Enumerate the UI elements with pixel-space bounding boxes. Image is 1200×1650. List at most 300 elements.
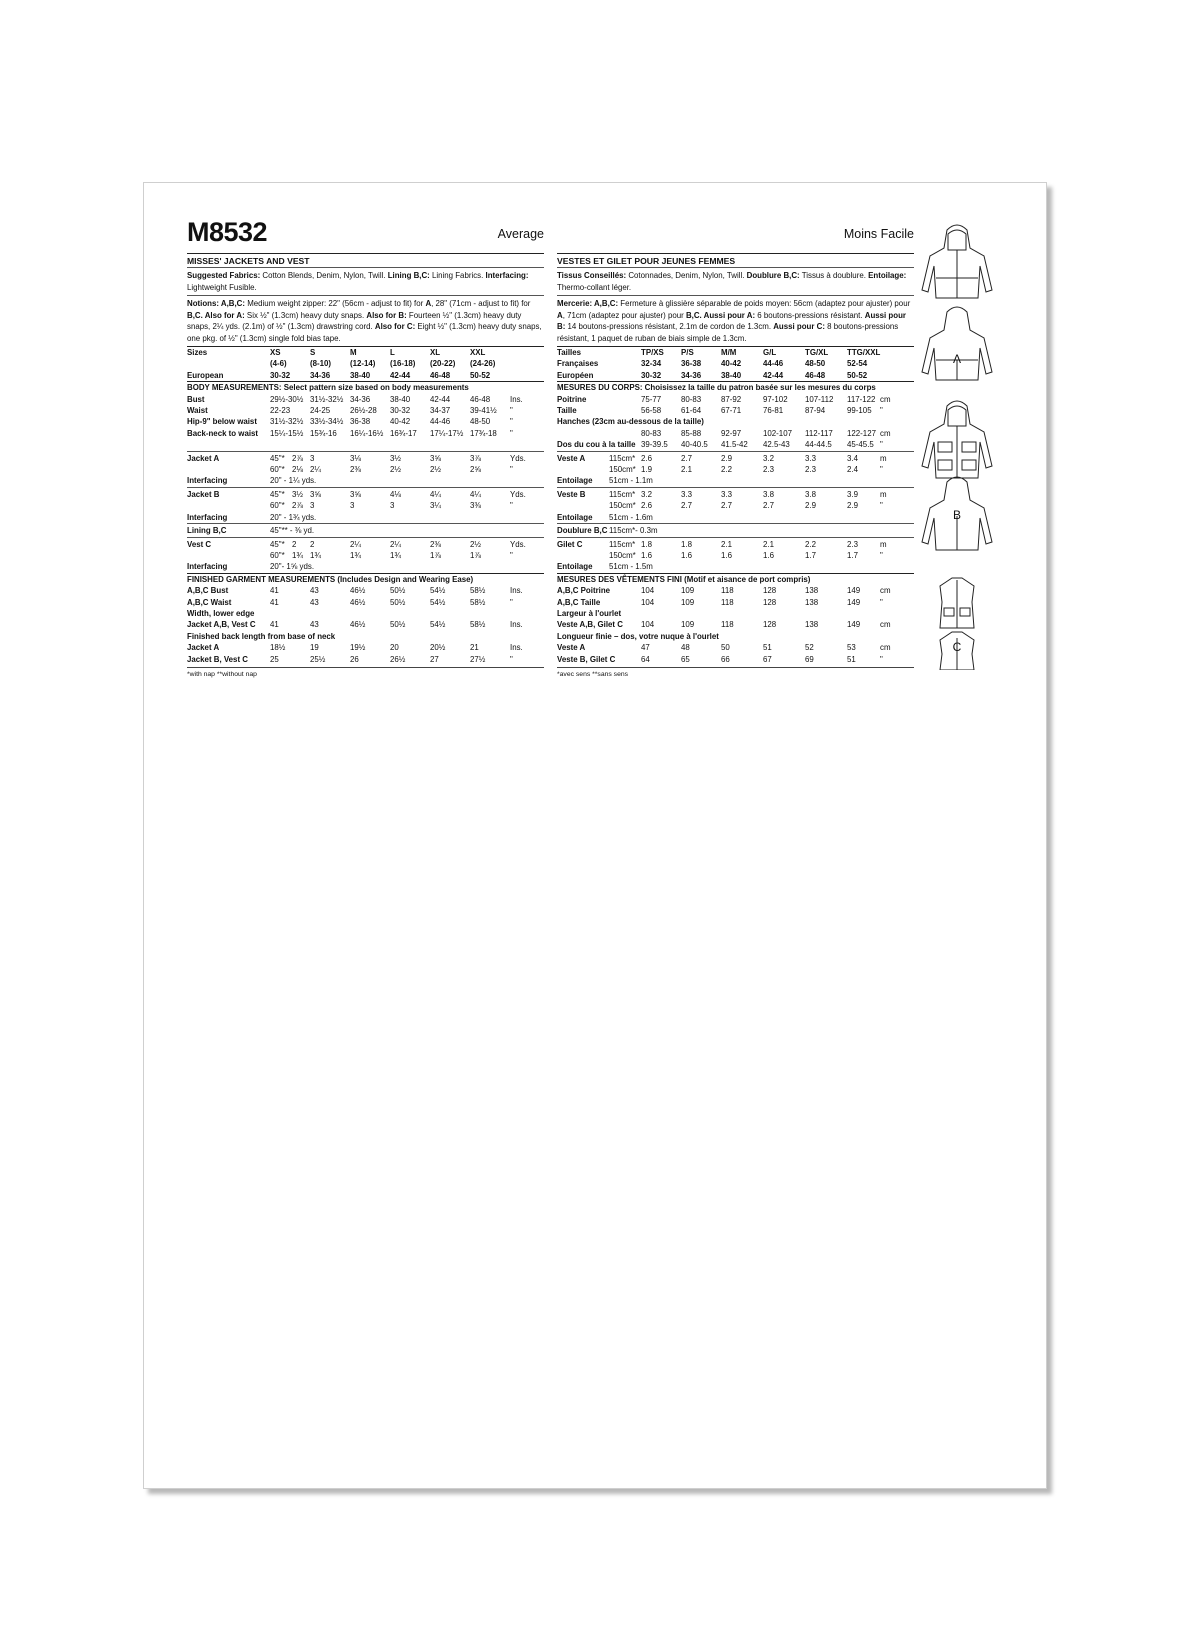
finished-label-fr: A,B,C Poitrine — [557, 586, 611, 596]
table-end-rule-fr — [557, 667, 914, 668]
finished-row-fr — [557, 608, 914, 619]
finished-value-fr: 149 — [847, 620, 861, 630]
finished-label-fr: Veste A,B, Gilet C — [557, 620, 623, 630]
measurement-value: 29½-30½ — [270, 394, 304, 404]
skill-level-fr: Moins Facile — [843, 227, 914, 241]
finished-value: 50½ — [390, 620, 406, 630]
measurement-label-fr: Dos du cou à la taille — [557, 440, 636, 450]
finished-value-fr: 109 — [681, 597, 695, 607]
finished-label: A,B,C Waist — [187, 597, 232, 607]
finished-value-fr: 67 — [763, 654, 772, 664]
unit-fr: " — [880, 550, 883, 560]
width-text-fr: 150cm* — [609, 501, 636, 511]
yardage-value: 4⅛ — [390, 487, 430, 500]
finished-value: 26½ — [390, 654, 406, 664]
finished-value: 58½ — [470, 597, 486, 607]
yardage-value-fr: 1.6 — [721, 550, 732, 560]
measurement-value-fr: 42.5-43 — [763, 440, 790, 450]
european-size-fr: 38-40 — [721, 370, 742, 380]
measurement-label: Bust — [187, 394, 205, 404]
finished-value-fr: 104 — [641, 620, 655, 630]
finished-value-fr: 128 — [763, 586, 777, 596]
size-code: XXL — [470, 347, 510, 359]
measurement-row-fr — [557, 416, 914, 427]
measurement-value-fr: 107-112 — [805, 394, 834, 404]
garment-sketches — [912, 220, 1002, 670]
measurement-value-fr: 61-64 — [681, 406, 702, 416]
measurement-value-fr: 44-44.5 — [805, 440, 832, 450]
sizes-label-fr: Tailles — [557, 347, 641, 359]
size-code: M — [350, 347, 390, 359]
finished-value-fr: 138 — [805, 620, 819, 630]
french-label: Françaises — [557, 359, 599, 369]
yardage-value-fr: 2.9 — [847, 501, 858, 511]
unit-fr: " — [880, 440, 883, 450]
yardage-row-fr — [557, 451, 914, 464]
yardage-value: 3⅛ — [350, 451, 390, 464]
title-row-fr — [557, 225, 914, 250]
yardage-value: 2⅞ — [292, 453, 303, 463]
yardage-label-fr — [557, 464, 609, 475]
yardage-value-fr: 1.6 — [763, 550, 774, 560]
yardage-value-fr: 2.1 — [721, 537, 763, 550]
width-text-fr: 150cm* — [609, 550, 636, 560]
european-size-row-fr — [557, 370, 914, 382]
european-size-row — [187, 370, 544, 382]
yardage-row — [187, 512, 544, 524]
european-size-fr: 42-44 — [763, 370, 784, 380]
size-code: S — [310, 347, 350, 359]
french-size: 36-38 — [681, 359, 702, 369]
finished-value: 58½ — [470, 586, 486, 596]
european-label-fr: Européen — [557, 370, 594, 380]
finished-value-fr: 149 — [847, 586, 861, 596]
finished-value: 20 — [390, 643, 399, 653]
yardage-value-fr: 2.4 — [847, 465, 858, 475]
unit-fr: cm — [880, 394, 891, 404]
finished-value: 54½ — [430, 597, 446, 607]
yardage-value-fr: 1.9 — [641, 465, 652, 475]
finished-value-fr: 66 — [721, 654, 730, 664]
section-heading: BODY MEASUREMENTS: Select pattern size based on body measurements — [187, 382, 544, 394]
measurement-value: 39-41½ — [470, 406, 497, 416]
yardage-row-fr — [557, 500, 914, 511]
yardage-value: 3½ — [292, 489, 303, 499]
footnote-fr: *avec sens **sans sens — [557, 670, 629, 678]
finished-value: 27½ — [470, 654, 486, 664]
size-row — [187, 347, 544, 359]
yardage-value-fr: 3.9 — [847, 487, 880, 500]
finished-value: 21 — [470, 643, 479, 653]
yardage-value: 2 — [310, 537, 350, 550]
yardage-label-fr — [557, 500, 609, 511]
yardage-value: 2⅜ — [430, 537, 470, 550]
suggested-fabrics-fr: Tissus Conseillés: Cotonnades, Denim, Nylon, Twill. Doublure B,C: Tissus à doublure. Entoilage: Thermo-collant léger. — [557, 267, 914, 295]
yardage-row-fr — [557, 524, 914, 537]
unit: " — [510, 465, 513, 475]
size-row-fr — [557, 347, 914, 359]
yardage-value: 1¾ — [390, 550, 401, 560]
yardage-value-fr: 2.3 — [763, 465, 774, 475]
yardage-label-fr: Doublure B,C — [557, 524, 609, 537]
measurement-value: 16¾-17 — [390, 428, 417, 438]
yardage-label: Lining B,C — [187, 524, 270, 537]
measurement-value: 31½-32½ — [270, 417, 304, 427]
yardage-row-fr — [557, 561, 914, 573]
yardage-text-fr: 51cm - 1.1m — [609, 476, 653, 486]
finished-label: A,B,C Bust — [187, 586, 229, 596]
size-code-fr: TTG/XXL — [847, 348, 881, 357]
finished-label-fr: A,B,C Taille — [557, 597, 601, 607]
finished-value: 41 — [270, 597, 279, 607]
yardage-label — [187, 464, 270, 475]
yardage-row-fr — [557, 464, 914, 475]
yardage-value-fr: 2.9 — [805, 501, 816, 511]
finished-row — [187, 631, 544, 642]
measurement-value: 48-50 — [470, 417, 491, 427]
yardage-value-fr: 1.8 — [641, 537, 681, 550]
yardage-value-fr: 3.3 — [721, 487, 763, 500]
yardage-label: Jacket B — [187, 487, 270, 500]
measurement-row-fr — [557, 405, 914, 416]
measurement-value-fr: 80-83 — [641, 428, 662, 438]
yardage-value-fr: 2.7 — [681, 501, 692, 511]
yardage-value-fr: 3.2 — [763, 451, 805, 464]
measurement-value: 17¼-17½ — [430, 428, 464, 438]
french-size: 40-42 — [721, 359, 742, 369]
measurement-value-fr: 39-39.5 — [641, 440, 668, 450]
finished-heading — [187, 573, 544, 585]
finished-value-fr: 52 — [805, 643, 814, 653]
yardage-row — [187, 475, 544, 487]
measurement-value: 34-36 — [350, 394, 371, 404]
finished-value: 20½ — [430, 643, 446, 653]
width-text: 60"* — [270, 465, 285, 475]
fabric-width-fr — [609, 464, 641, 475]
measurement-value-fr: 87-92 — [721, 394, 742, 404]
yardage-value: 2 — [292, 539, 297, 549]
yardage-value: 2½ — [390, 465, 401, 475]
finished-value: 43 — [310, 597, 319, 607]
measurement-value: 34-37 — [430, 406, 451, 416]
yardage-label-fr: Entoilage — [557, 512, 593, 522]
jacket-b-front-icon — [922, 401, 992, 478]
finished-value: 54½ — [430, 620, 446, 630]
skill-level: Average — [497, 227, 544, 241]
french-size: 32-34 — [641, 359, 662, 369]
unit-fr: " — [880, 465, 883, 475]
yardage-label — [187, 550, 270, 561]
yardage-row-fr — [557, 475, 914, 487]
yardage-label: Jacket A — [187, 451, 270, 464]
yardage-row — [187, 487, 544, 500]
european-size: 30-32 — [270, 370, 291, 380]
size-range: (20-22) — [430, 359, 456, 369]
measurement-value: 40-42 — [390, 417, 411, 427]
yardage-value: 3⅝ — [350, 487, 390, 500]
unit-fr: m — [880, 537, 914, 550]
fabric-width-fr — [609, 487, 641, 500]
unit: " — [510, 501, 513, 511]
yardage-text-fr: 115cm*- 0.3m — [609, 524, 914, 537]
finished-value: 26 — [350, 654, 359, 664]
finished-row-fr — [557, 631, 914, 642]
yardage-label-fr: Veste A — [557, 451, 609, 464]
yardage-value-fr: 1.7 — [805, 550, 816, 560]
yardage-text: 20" - 1¼ yds. — [270, 476, 317, 486]
yardage-value-fr: 3.8 — [805, 487, 847, 500]
yardage-value: 2¼ — [310, 465, 321, 475]
yardage-value: 1¾ — [350, 550, 361, 560]
unit-fr: " — [880, 406, 883, 416]
finished-value-fr: 138 — [805, 586, 819, 596]
measurement-value-fr: 87-94 — [805, 406, 826, 416]
yardage-value-fr: 2.2 — [805, 537, 847, 550]
yardage-text: 20" - 1¾ yds. — [270, 512, 317, 522]
yardage-value-fr: 2.2 — [721, 465, 732, 475]
fabric-width — [270, 464, 310, 475]
view-label-b: B — [952, 508, 961, 522]
fabric-width-fr — [609, 500, 641, 511]
measurement-value: 42-44 — [430, 394, 451, 404]
size-code: XS — [270, 347, 310, 359]
yardage-value-fr: 2.3 — [805, 465, 816, 475]
unit: Ins. — [510, 620, 523, 630]
measurement-label-fr — [557, 428, 641, 439]
yardage-value: 2½ — [430, 465, 441, 475]
finished-row — [187, 585, 544, 596]
fabric-width — [270, 550, 310, 561]
european-size: 50-52 — [470, 370, 491, 380]
measurement-value-fr: 102-107 — [763, 428, 792, 438]
finished-value: 43 — [310, 620, 319, 630]
yardage-value-fr: 2.6 — [641, 451, 681, 464]
fabric-width — [270, 487, 310, 500]
finished-value: 46½ — [350, 586, 366, 596]
finished-label: Jacket A — [187, 643, 220, 653]
finished-value-fr: 51 — [847, 654, 856, 664]
jacket-a-front-icon — [922, 225, 992, 298]
yardage-value: 3⅜ — [470, 501, 481, 511]
size-range: (24-26) — [470, 359, 496, 369]
yardage-value-fr: 2.9 — [721, 451, 763, 464]
width-text: 45"* — [270, 539, 285, 549]
width-text: 60"* — [270, 550, 285, 560]
french-column — [557, 225, 914, 678]
measurement-value-fr: 56-58 — [641, 406, 662, 416]
yardage-value-fr: 2.7 — [681, 451, 721, 464]
fabric-width — [270, 500, 310, 511]
unit-fr: cm — [880, 620, 891, 630]
pattern-title: MISSES' JACKETS AND VEST — [187, 253, 544, 267]
measurement-value: 24-25 — [310, 406, 331, 416]
measurement-label: Back-neck to waist — [187, 428, 259, 438]
jacket-a-back-icon — [922, 307, 992, 380]
yardage-value-fr: 2.1 — [681, 465, 692, 475]
yardage-text-fr: 51cm - 1.5m — [609, 562, 653, 572]
french-size: 48-50 — [805, 359, 826, 369]
view-label-c: C — [952, 640, 962, 654]
yardage-value: 4¼ — [430, 487, 470, 500]
yardage-value: 2¼ — [390, 537, 430, 550]
measurement-value: 16¼-16½ — [350, 428, 384, 438]
measurement-value-fr: 75-77 — [641, 394, 662, 404]
yardage-value-fr: 2.7 — [763, 501, 774, 511]
pattern-title-fr: VESTES ET GILET POUR JEUNES FEMMES — [557, 253, 914, 267]
yardage-label-fr: Gilet C — [557, 537, 609, 550]
measurement-value: 36-38 — [350, 417, 371, 427]
yardage-value: 3½ — [390, 451, 430, 464]
suggested-fabrics: Suggested Fabrics: Cotton Blends, Denim, Nylon, Twill. Lining B,C: Lining Fabrics. Interfacing: Lightweight Fusible. — [187, 267, 544, 295]
vest-c-front-icon — [940, 578, 974, 628]
measurement-value-fr: 45-45.5 — [847, 440, 874, 450]
english-column — [187, 217, 544, 678]
unit-fr: cm — [880, 586, 891, 596]
unit: Yds. — [510, 451, 544, 464]
yardage-value-fr: 3.4 — [847, 451, 880, 464]
size-table-fr — [557, 346, 914, 665]
yardage-label-fr: Veste B — [557, 487, 609, 500]
finished-row — [187, 619, 544, 630]
measurement-value-fr: 117-122 — [847, 394, 876, 404]
yardage-value: 2¼ — [350, 537, 390, 550]
yardage-value: 2⅞ — [292, 501, 303, 511]
finished-value-fr: 51 — [763, 643, 772, 653]
yardage-value-fr: 3.8 — [763, 487, 805, 500]
width-text: 45"* — [270, 453, 285, 463]
european-size-fr: 30-32 — [641, 370, 662, 380]
unit: " — [510, 406, 513, 416]
measurement-value-fr: 41.5-42 — [721, 440, 748, 450]
yardage-value: 4¼ — [470, 487, 510, 500]
finished-row — [187, 654, 544, 665]
yardage-value: 3⅞ — [470, 451, 510, 464]
yardage-text-fr: 51cm - 1.6m — [609, 512, 653, 522]
yardage-text: 45"** - ⅜ yd. — [270, 524, 544, 537]
yardage-value: 3 — [390, 501, 395, 511]
finished-value: 54½ — [430, 586, 446, 596]
yardage-value-fr: 1.6 — [641, 550, 652, 560]
yardage-value-fr: 2.1 — [763, 537, 805, 550]
measurement-value-fr: 67-71 — [721, 406, 742, 416]
width-text-fr: 150cm* — [609, 465, 636, 475]
finished-value-fr: 109 — [681, 620, 695, 630]
yardage-value: 3⅝ — [310, 487, 350, 500]
finished-value: 50½ — [390, 597, 406, 607]
yardage-row-fr — [557, 537, 914, 550]
size-range: (16-18) — [390, 359, 416, 369]
yardage-value-fr: 1.7 — [847, 550, 858, 560]
yardage-value: 3¼ — [430, 501, 441, 511]
measurement-value-fr: 92-97 — [721, 428, 742, 438]
fabric-width-fr — [609, 550, 641, 561]
measurement-row-fr — [557, 428, 914, 439]
width-text-fr: 115cm* — [609, 539, 636, 549]
measurement-value: 26½-28 — [350, 406, 377, 416]
yardage-row-fr — [557, 487, 914, 500]
finished-label-fr: Veste A — [557, 643, 586, 653]
unit-fr: " — [880, 597, 883, 607]
measurement-row — [187, 394, 544, 405]
garment-illustrations — [912, 220, 1002, 675]
body-measurements-heading-fr — [557, 382, 914, 394]
measurement-label-fr: Taille — [557, 406, 577, 416]
size-code-fr: G/L — [763, 347, 805, 359]
measurement-value-fr: 40-40.5 — [681, 440, 708, 450]
table-end-rule — [187, 667, 544, 668]
yardage-value-fr: 3.3 — [805, 451, 847, 464]
size-code: L — [390, 347, 430, 359]
french-size: 44-46 — [763, 359, 784, 369]
finished-value: 41 — [270, 620, 279, 630]
size-code-fr: M/M — [721, 347, 763, 359]
yardage-value-fr: 3.3 — [681, 487, 721, 500]
size-range-row — [187, 358, 544, 369]
measurement-value-fr: 85-88 — [681, 428, 702, 438]
yardage-value-fr: 1.6 — [681, 550, 692, 560]
yardage-label — [187, 500, 270, 511]
finished-value-fr: 64 — [641, 654, 650, 664]
finished-value-fr: 118 — [721, 597, 734, 607]
finished-value-fr: 109 — [681, 586, 695, 596]
width-text: 45"* — [270, 489, 285, 499]
measurement-value-fr: 97-102 — [763, 394, 788, 404]
finished-label: Jacket B, Vest C — [187, 654, 248, 664]
finished-value-fr: 128 — [763, 597, 777, 607]
finished-value: 25½ — [310, 654, 326, 664]
finished-row — [187, 608, 544, 619]
finished-value-fr: 149 — [847, 597, 861, 607]
finished-value: 19½ — [350, 643, 366, 653]
width-text-fr: 115cm* — [609, 489, 636, 499]
sub-heading-fr: Hanches (23cm au-dessous de la taille) — [557, 417, 704, 427]
sub-heading-fr: Longueur finie – dos, votre nuque à l'ourlet — [557, 631, 719, 641]
size-range: (4-6) — [270, 359, 287, 369]
measurement-value-fr: 122-127 — [847, 428, 876, 438]
footnote: *with nap **without nap — [187, 670, 257, 678]
unit-fr: cm — [880, 428, 891, 438]
yardage-value: 1⅞ — [430, 550, 441, 560]
notions-fr: Mercerie: A,B,C: Fermeture à glissière séparable de poids moyen: 56cm (adaptez pour ajuster) pour A, 71cm (adaptez pour ajuster) pour B,C. Aussi pour A: 6 boutons-pressions résistant. Aussi pour B: 14 boutons-pressions résistant, 2.1m de cordon de 1.3cm. Aussi pour C: 8 boutons-pressions résistant, 1 paquet de ruban de biais simple de 1.3cm. — [557, 295, 914, 346]
finished-value-fr: 48 — [681, 643, 690, 653]
finished-row — [187, 597, 544, 608]
measurement-value-fr: 80-83 — [681, 394, 702, 404]
measurement-value: 31½-32½ — [310, 394, 344, 404]
unit: " — [510, 417, 513, 427]
european-size: 46-48 — [430, 370, 451, 380]
yardage-row — [187, 451, 544, 464]
yardage-value: 1¾ — [292, 550, 303, 560]
finished-value: 25 — [270, 654, 279, 664]
size-code-fr: P/S — [681, 347, 721, 359]
size-table — [187, 346, 544, 665]
measurement-value: 46-48 — [470, 394, 491, 404]
french-size-row — [557, 358, 914, 369]
finished-value-fr: 138 — [805, 597, 819, 607]
yardage-text: 20"- 1⅝ yds. — [270, 562, 315, 572]
measurement-label-fr: Poitrine — [557, 394, 587, 404]
yardage-value-fr: 1.8 — [681, 537, 721, 550]
measurement-row-fr — [557, 394, 914, 405]
measurement-value: 44-46 — [430, 417, 451, 427]
unit: Yds. — [510, 487, 544, 500]
finished-value-fr: 118 — [721, 586, 734, 596]
size-code: XL — [430, 347, 470, 359]
yardage-value-fr: 2.6 — [641, 501, 652, 511]
yardage-label: Interfacing — [187, 476, 228, 486]
size-range: (12-14) — [350, 359, 376, 369]
finished-heading-fr — [557, 573, 914, 585]
